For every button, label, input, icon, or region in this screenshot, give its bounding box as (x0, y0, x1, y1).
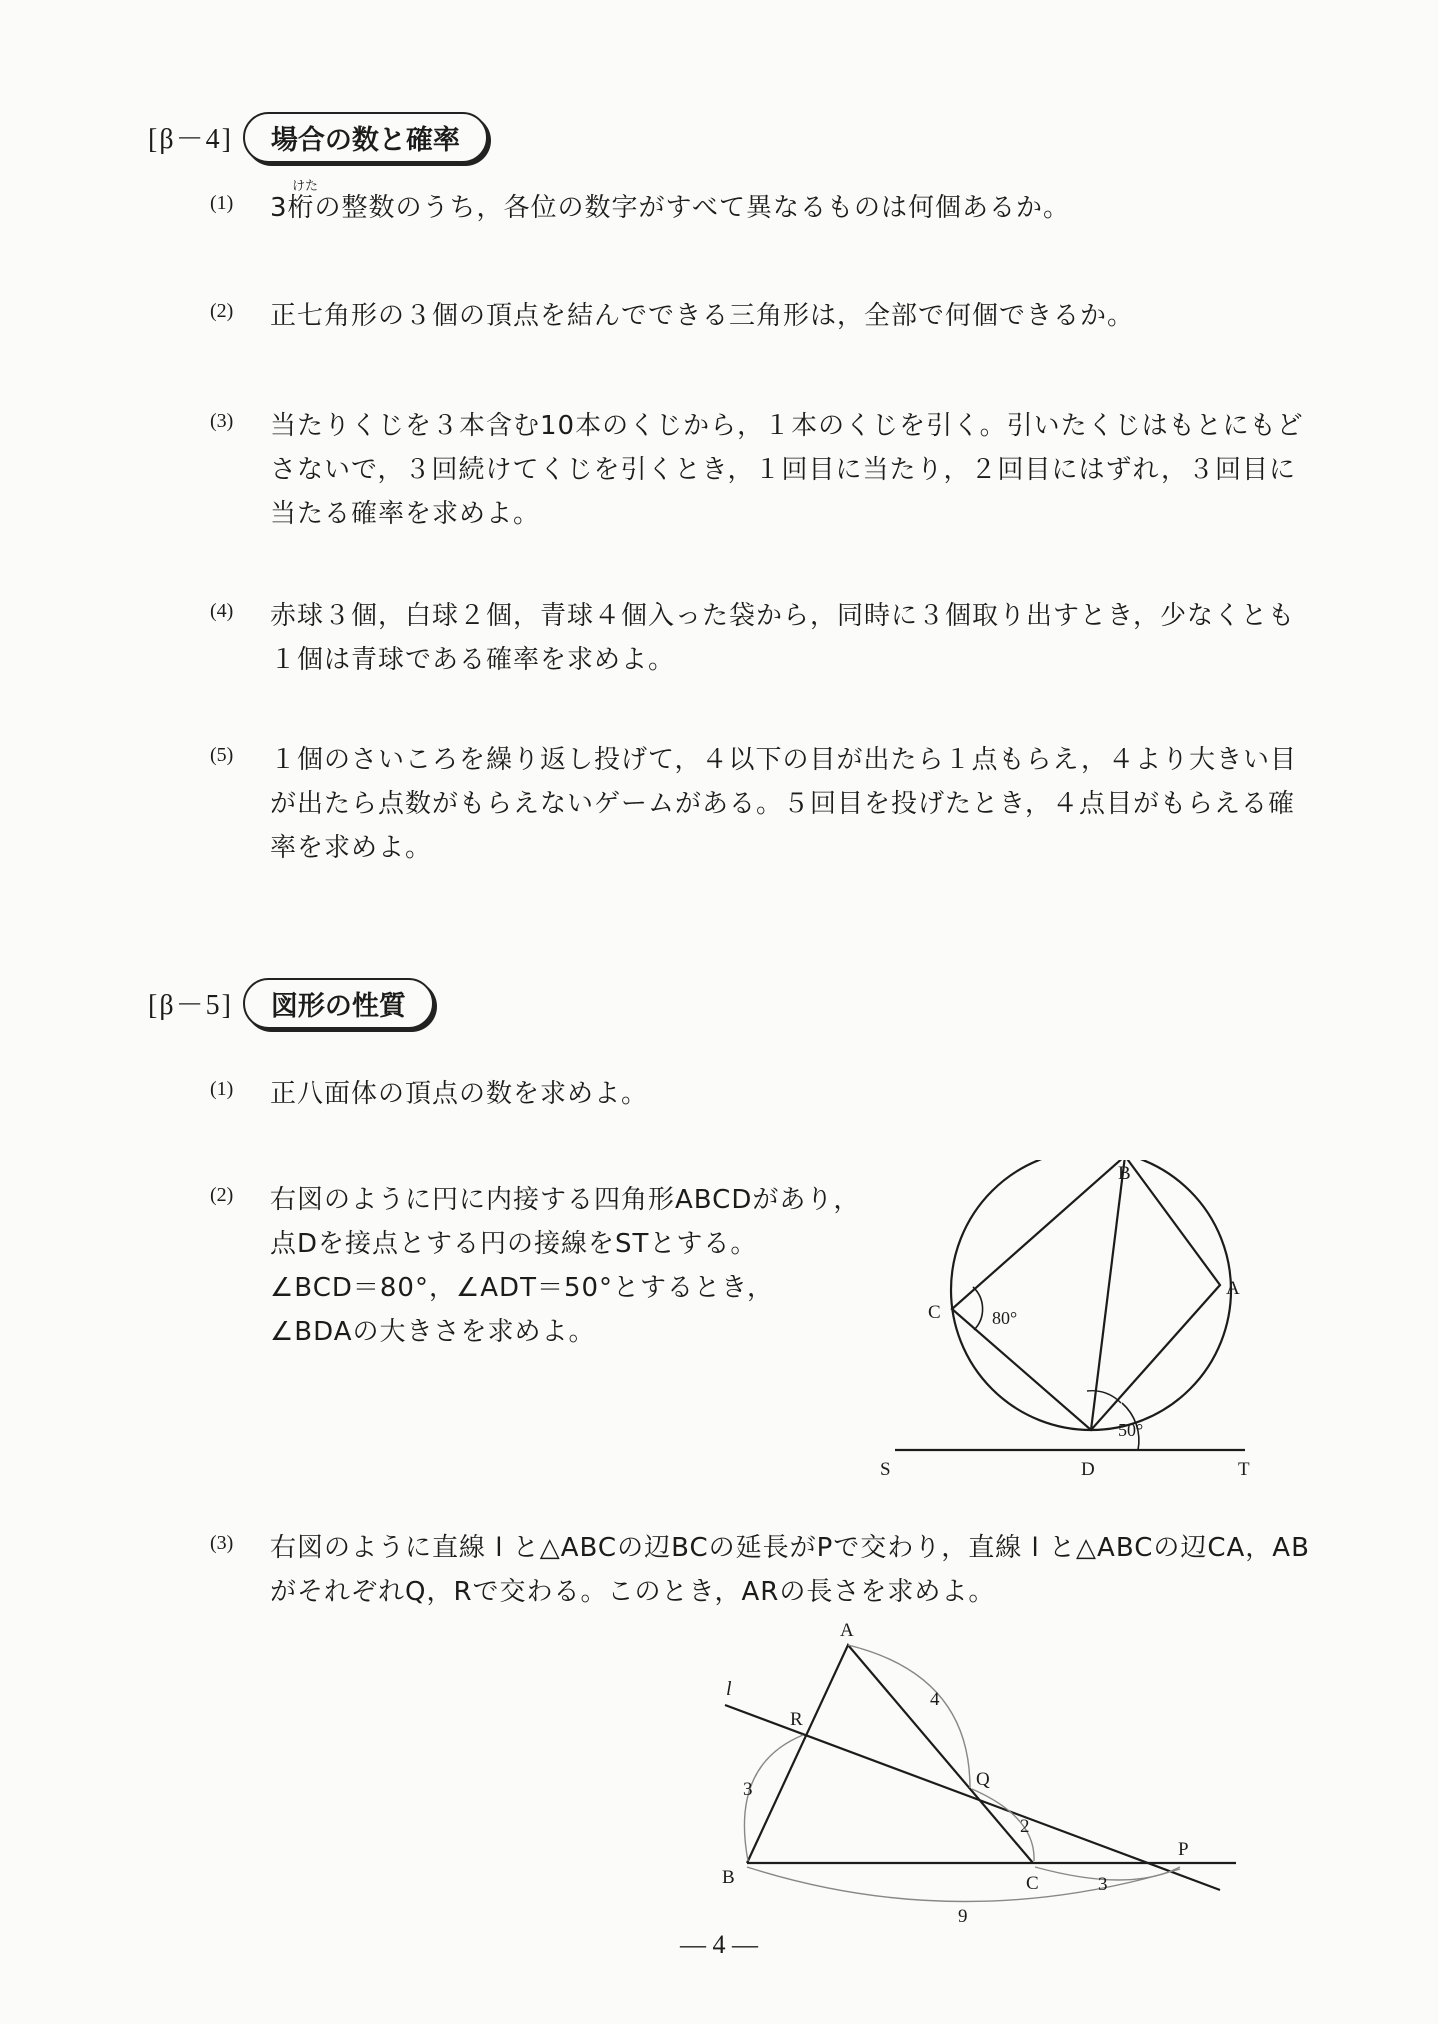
section-tag: [β－4] (148, 124, 233, 155)
question-number: (3) (210, 410, 234, 432)
label-s: S (880, 1459, 891, 1480)
angle-arc-c (973, 1287, 983, 1330)
ruby-text: けた (292, 179, 319, 194)
label-c: C (1026, 1873, 1039, 1894)
question-number: (2) (210, 300, 234, 322)
label-c: C (928, 1302, 941, 1323)
menelaus-figure (700, 1615, 1260, 1930)
question-text: 右図のように直線 l と△ABCの辺BCの延長がPで交わり，直線 l と△ABCの辺CA，ABがそれぞれQ，Rで交わる。このとき，ARの長さを求めよ。 (270, 1533, 1310, 1607)
label-a: A (1226, 1278, 1240, 1299)
label-q: Q (976, 1769, 990, 1790)
question-text (270, 1178, 890, 1354)
inscribed-quadrilateral-figure (870, 1160, 1270, 1490)
label-d: D (1081, 1459, 1095, 1480)
arc-cp (1035, 1867, 1180, 1880)
label-b: B (1118, 1163, 1131, 1184)
section-title: 場合の数と確率 (243, 112, 488, 163)
angle-label-c: 80° (992, 1308, 1018, 1328)
arc-bp (747, 1867, 1180, 1902)
question-number: (1) (210, 1078, 234, 1100)
label-l: l (726, 1678, 732, 1700)
arc-br (744, 1735, 803, 1861)
question-number: (3) (210, 1532, 234, 1554)
question-line: ∠BCD＝80°，∠ADT＝50°とするとき， (270, 1273, 774, 1303)
circle (951, 1160, 1231, 1430)
section-header-beta4 (148, 112, 488, 162)
question-text: １個のさいころを繰り返し投げて，４以下の目が出たら１点もらえ，４より大きい目が出たら点数がもらえないゲームがある。５回目を投げたとき，４点目がもらえる確率を求めよ。 (270, 745, 1298, 863)
section-title: 図形の性質 (243, 978, 434, 1029)
label-t: T (1238, 1459, 1250, 1480)
question-text: 3桁の整数のうち，各位の数字がすべて異なるものは何個あるか。 (270, 193, 1071, 223)
triangle-abc (747, 1645, 1033, 1863)
question-number: (1) (210, 192, 234, 214)
length-aq: 4 (930, 1689, 940, 1710)
diagonal-bd (1091, 1160, 1125, 1430)
question-text: 正八面体の頂点の数を求めよ。 (270, 1079, 649, 1109)
question-number: (2) (210, 1184, 234, 1206)
question-text: 赤球３個，白球２個，青球４個入った袋から，同時に３個取り出すとき，少なくとも１個は青球である確率を求めよ。 (270, 601, 1295, 675)
question-line: 点Dを接点とする円の接線をSTとする。 (270, 1229, 758, 1259)
angle-label-d: 50° (1118, 1420, 1144, 1440)
label-r: R (790, 1709, 803, 1730)
page-number: — 4 — (680, 1930, 758, 1959)
length-cp: 3 (1098, 1874, 1108, 1895)
question-line: ∠BDAの大きさを求めよ。 (270, 1317, 596, 1347)
label-b: B (722, 1867, 735, 1888)
label-a: A (840, 1620, 854, 1641)
length-bp: 9 (958, 1906, 968, 1927)
label-p: P (1178, 1839, 1189, 1860)
question-text: 正七角形の３個の頂点を結んでできる三角形は，全部で何個できるか。 (270, 301, 1135, 331)
length-br: 3 (743, 1779, 753, 1800)
question-text: 当たりくじを３本含む10本のくじから，１本のくじを引く。引いたくじはもとにもどさないで，３回続けてくじを引くとき，１回目に当たり，２回目にはずれ，３回目に当たる確率を求めよ。 (270, 411, 1304, 529)
question-number: (4) (210, 600, 234, 622)
question-number: (5) (210, 744, 234, 766)
section-header-beta5 (148, 978, 434, 1028)
length-qc: 2 (1020, 1816, 1030, 1837)
section-tag: [β－5] (148, 990, 233, 1021)
question-line: 右図のように円に内接する四角形ABCDがあり， (270, 1185, 861, 1215)
